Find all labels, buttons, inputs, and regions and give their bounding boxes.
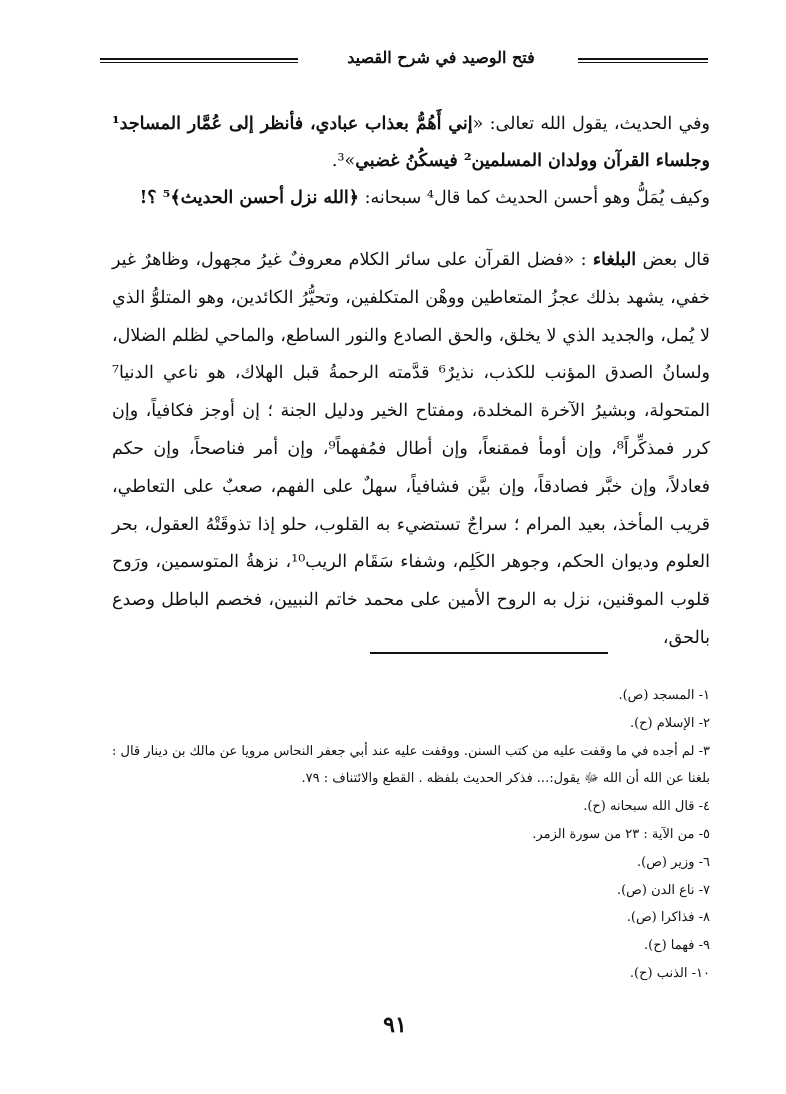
hadith-quote: إني أَهُمُّ بعذاب عبادي، فأنظر إلى عُمَّار المساجد¹ وجلساء القرآن وولدان المسلمين² فيسكُنُ غضبي [112,114,710,171]
footnote-10: ١٠- الذنب (ح). [629,965,710,981]
footnote-5: ٥- من الآية : ٢٣ من سورة الزمر. [532,826,710,842]
bulagha-term: البلغاء [592,250,637,270]
header-rule-left [100,58,298,63]
footnote-9: ٩- فهما (ح). [644,938,710,954]
running-header [100,44,708,84]
footnote-2: ٢- الإسلام (ح). [629,715,710,731]
paragraph-verse-intro: وكيف يُمَلُّ وهو أحسن الحديث كما قال⁴ سبحانه: [359,188,710,208]
footnote-4: ٤- قال الله سبحانه (ح). [583,799,710,815]
footnote-separator [370,652,608,654]
paragraph-hadith [112,106,710,180]
footnote-7: ٧- ناع الدن (ص). [616,882,710,898]
footnotes [112,682,710,988]
header-title: فتح الوصيد في شرح القصيد [347,48,535,67]
header-rule-right [578,58,708,63]
paragraph-verse [112,180,710,217]
quran-verse: ﴿الله نزل أحسن الحديث﴾⁵ ؟! [139,188,360,208]
footnote-3: ٣- لم أجده في ما وقفت عليه من كتب السنن. ووقفت عليه عند أبي جعفر النحاس مرويا عن مالك بن دينار قال : بلغنا عن الله أن الله ﷻ يقول:... فذكر الحديث بلفظه . القطع والائتناف : ٧٩. [112,743,710,787]
paragraph-hadith-intro: وفي الحديث، يقول الله تعالى: « [472,114,710,134]
paragraph-bulagha-intro: قال بعض [636,250,710,270]
footnote-1: ١- المسجد (ص). [618,688,710,703]
page-number: ٩١ [383,1012,407,1038]
footnote-6: ٦- وزير (ص). [637,854,710,870]
paragraph-bulagha [112,242,710,658]
footnote-8: ٨- فذاكرا (ص). [626,910,710,926]
hadith-quote-close: »³. [331,151,356,171]
bulagha-quote: : «فضل القرآن على سائر الكلام معروفٌ غيرُ مجهول، وظاهرٌ غير خفي، يشهد بذلك عجزُ المتعاطين ووهْن المتكلفين، وتحيُّرُ الكائدين، وهو المتلوُّ الذي لا يُمل، والجديد الذي لا يخلق، والحق الصادع والنور الساطع، والماحي لظلم الضلال، ولسانُ الصدق المؤنب للكذب، نذيرٌ⁶ قدَّمته الرحمةُ قبل الهلاك، هو ناعي الدنيا⁷ المتحولة، وبشيرُ الآخرة المخلدة، ومفتاح الخير ودليل الجنة ؛ إن أوجز فكافياً، وإن كرر فمذكِّراً⁸، وإن أومأ فمقنعاً، وإن أطال فمُفهماً⁹، وإن أمر فناصحاً، وإن حكم فعادلاً، وإن خبَّر فصادقاً، وإن بيَّن فشافياً، سهلٌ على الفهم، صعبٌ على التعاطي، قريب المأخذ، بعيد المرام ؛ سراجٌ تستضيء به القلوب، حلو إذا تذوقَتْهُ العقول، بحر العلوم وديوان الحكم، وجوهر الكَلِم، وشفاء سَقَام الريب¹⁰، نزهةُ المتوسمين، ورَوح قلوب الموقنين، نزل به الروح الأمين على محمد خاتم النبيين، فخصم الباطل وصدع بالحق، [112,250,710,648]
